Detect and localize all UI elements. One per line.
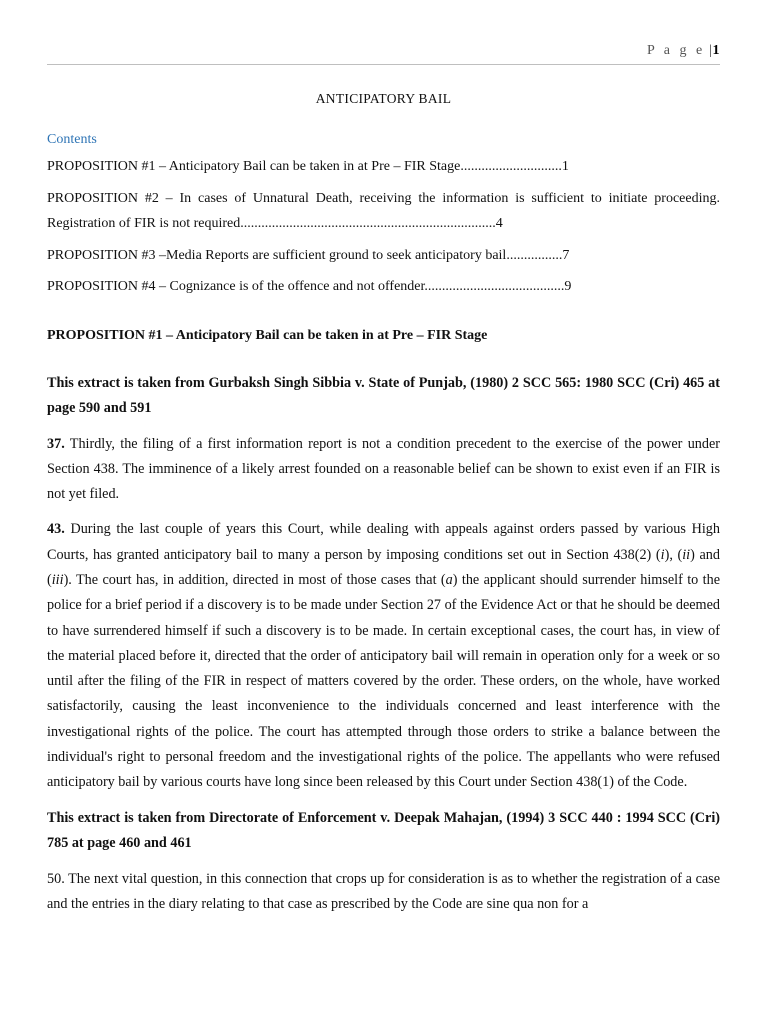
paragraph-text: ) the applicant should surrender himself to the police for a brief period if a discovery is to be made under Section 27 of the Evidence Act or that he should be deemed to have surrendered himself if such a discovery is to be made. In certain exceptional cases, the court has, in view of the material placed before it, directed that the order of anticipatory bail will remain in operation only for a week or so until after the filing of the FIR in respect of matters covered by the order. These orders, on the whole, have worked satisfactorily, causing the least inconvenience to the individuals concerned and least interference with the investigational rights of the police. The court has attempted through those orders to strike a balance between the individual's right to personal freedom and the investigational rights of the police. The appellants who were refused anticipatory bail by various courts have long since been released by this Court under Section 438(1) of the Code. [47, 571, 720, 791]
paragraph-text: ). The court has, in addition, directed in most of those cases that ( [63, 571, 446, 588]
extract-citation: This extract is taken from Gurbaksh Singh Sibbia v. State of Punjab, (1980) 2 SCC 565: 1980 SCC (Cri) 465 at page 590 and 591 [47, 374, 720, 416]
extract-citation: This extract is taken from Directorate of Enforcement v. Deepak Mahajan, (1994) 3 SCC 440 : 1994 SCC (Cri) 785 at page 460 and 461 [47, 809, 720, 852]
toc-heading: Contents [47, 132, 97, 147]
paragraph-text: During the last couple of years this Court, while dealing with appeals against orders passed by various High Courts, has granted anticipatory bail to many a person by imposing conditions set out in Section 438(2) ( [47, 521, 720, 563]
paragraph-text: ), ( [664, 546, 683, 563]
paragraph-number: 43. [47, 521, 65, 538]
toc-entry[interactable]: PROPOSITION #4 – Cognizance is of the offence and not offender........................................9 [47, 279, 572, 294]
paragraph-number: 37. [47, 435, 65, 452]
italic-text: i [660, 546, 665, 563]
toc-entry[interactable]: PROPOSITION #3 –Media Reports are sufficient ground to seek anticipatory bail................7 [47, 247, 570, 263]
paragraph-37 [47, 432, 720, 508]
document-title: ANTICIPATORY BAIL [315, 91, 452, 106]
italic-text: a [445, 571, 453, 588]
header-rule [47, 64, 720, 65]
toc-entry[interactable]: PROPOSITION #2 – In cases of Unnatural Death, receiving the information is sufficient to initiate proceeding. Registration of FIR is not required.........................................................................4 [47, 190, 720, 231]
page-body [47, 88, 720, 917]
paragraph-50: 50. The next vital question, in this connection that crops up for consideration is as to whether the registration of a case and the entries in the diary relating to that case as prescribed by the Code are sine qua non for a [47, 870, 720, 912]
section-heading: PROPOSITION #1 – Anticipatory Bail can be taken in at Pre – FIR Stage [47, 327, 488, 343]
toc-entry[interactable]: PROPOSITION #1 – Anticipatory Bail can be taken in at Pre – FIR Stage.............................1 [47, 159, 569, 174]
page-number: 1 [712, 43, 720, 58]
page-label: P a g e [646, 43, 706, 58]
table-of-contents [47, 154, 720, 300]
page-header [647, 43, 720, 59]
paragraph-text: ) and ( [47, 546, 720, 588]
italic-text: iii [51, 571, 64, 588]
paragraph-43 [47, 517, 720, 795]
paragraph-text: Thirdly, the filing of a first information report is not a condition precedent to the exercise of the power under Section 438. The imminence of a likely arrest founded on a reasonable belief can be shown to exist even if an FIR is not yet filed. [47, 435, 720, 503]
page-separator: | [709, 43, 713, 58]
italic-text: ii [682, 546, 691, 563]
